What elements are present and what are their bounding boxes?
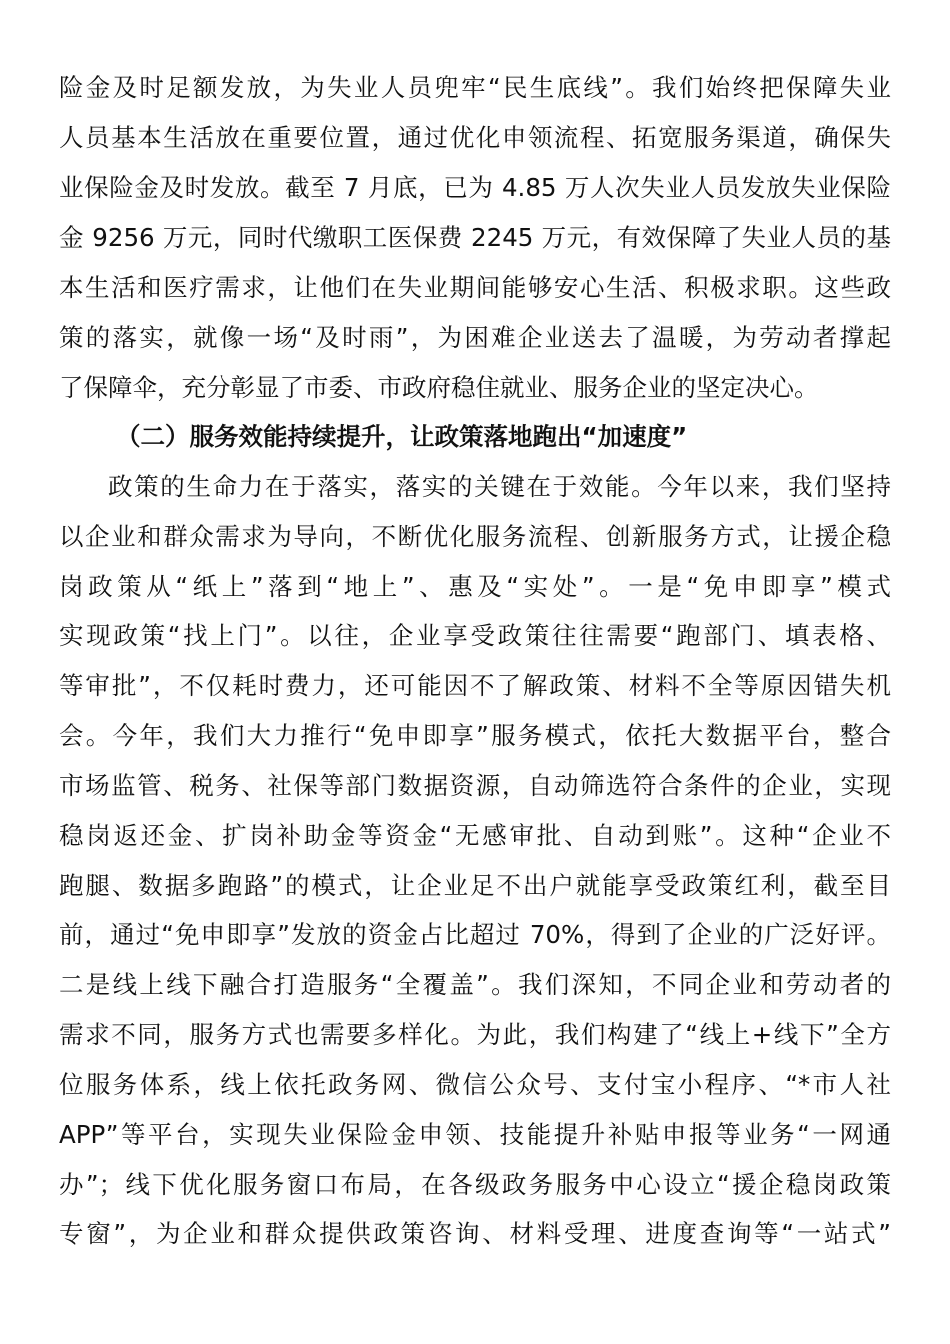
text-line: 金 9256 万元，同时代缴职工医保费 2245 万元，有效保障了失业人员的基: [59, 223, 891, 252]
text-line: 需求不同，服务方式也需要多样化。为此，我们构建了“线上+线下”全方: [59, 1020, 891, 1049]
text-line: 位服务体系，线上依托政务网、微信公众号、支付宝小程序、“*市人社: [59, 1070, 891, 1099]
text-line: 办”；线下优化服务窗口布局，在各级政务服务中心设立“援企稳岗政策: [59, 1170, 891, 1199]
text-line: APP”等平台，实现失业保险金申领、技能提升补贴申报等业务“一网通: [59, 1120, 891, 1149]
text-line: 二是线上线下融合打造服务“全覆盖”。我们深知，不同企业和劳动者的: [59, 970, 891, 999]
text-line: 前，通过“免申即享”发放的资金占比超过 70%，得到了企业的广泛好评。: [59, 920, 891, 949]
text-line: 市场监管、税务、社保等部门数据资源，自动筛选符合条件的企业，实现: [59, 771, 891, 800]
text-line: 人员基本生活放在重要位置，通过优化申领流程、拓宽服务渠道，确保失: [59, 123, 891, 152]
section-heading: （二）服务效能持续提升，让政策落地跑出“加速度”: [116, 422, 688, 451]
text-line: 策的落实，就像一场“及时雨”，为困难企业送去了温暖，为劳动者撑起: [59, 323, 891, 352]
text-line: 以企业和群众需求为导向，不断优化服务流程、创新服务方式，让援企稳: [59, 522, 891, 551]
text-line: 跑腿、数据多跑路”的模式，让企业足不出户就能享受政策红利，截至目: [59, 871, 891, 900]
text-line: 岗政策从“纸上”落到“地上”、惠及“实处”。一是“免申即享”模式: [59, 572, 891, 601]
text-line: 政策的生命力在于落实，落实的关键在于效能。今年以来，我们坚持: [108, 472, 891, 501]
text-line: 本生活和医疗需求，让他们在失业期间能够安心生活、积极求职。这些政: [59, 273, 891, 302]
text-line: 会。今年，我们大力推行“免申即享”服务模式，依托大数据平台，整合: [59, 721, 891, 750]
text-line: 险金及时足额发放，为失业人员兜牢“民生底线”。我们始终把保障失业: [59, 73, 891, 102]
text-line: 了保障伞，充分彰显了市委、市政府稳住就业、服务企业的坚定决心。: [59, 373, 819, 402]
text-line: 专窗”，为企业和群众提供政策咨询、材料受理、进度查询等“一站式”: [59, 1219, 891, 1248]
text-line: 实现政策“找上门”。以往，企业享受政策往往需要“跑部门、填表格、: [59, 621, 891, 650]
text-line: 业保险金及时发放。截至 7 月底，已为 4.85 万人次失业人员发放失业保险: [59, 173, 891, 202]
text-line: 稳岗返还金、扩岗补助金等资金“无感审批、自动到账”。这种“企业不: [59, 821, 891, 850]
text-line: 等审批”，不仅耗时费力，还可能因不了解政策、材料不全等原因错失机: [59, 671, 891, 700]
